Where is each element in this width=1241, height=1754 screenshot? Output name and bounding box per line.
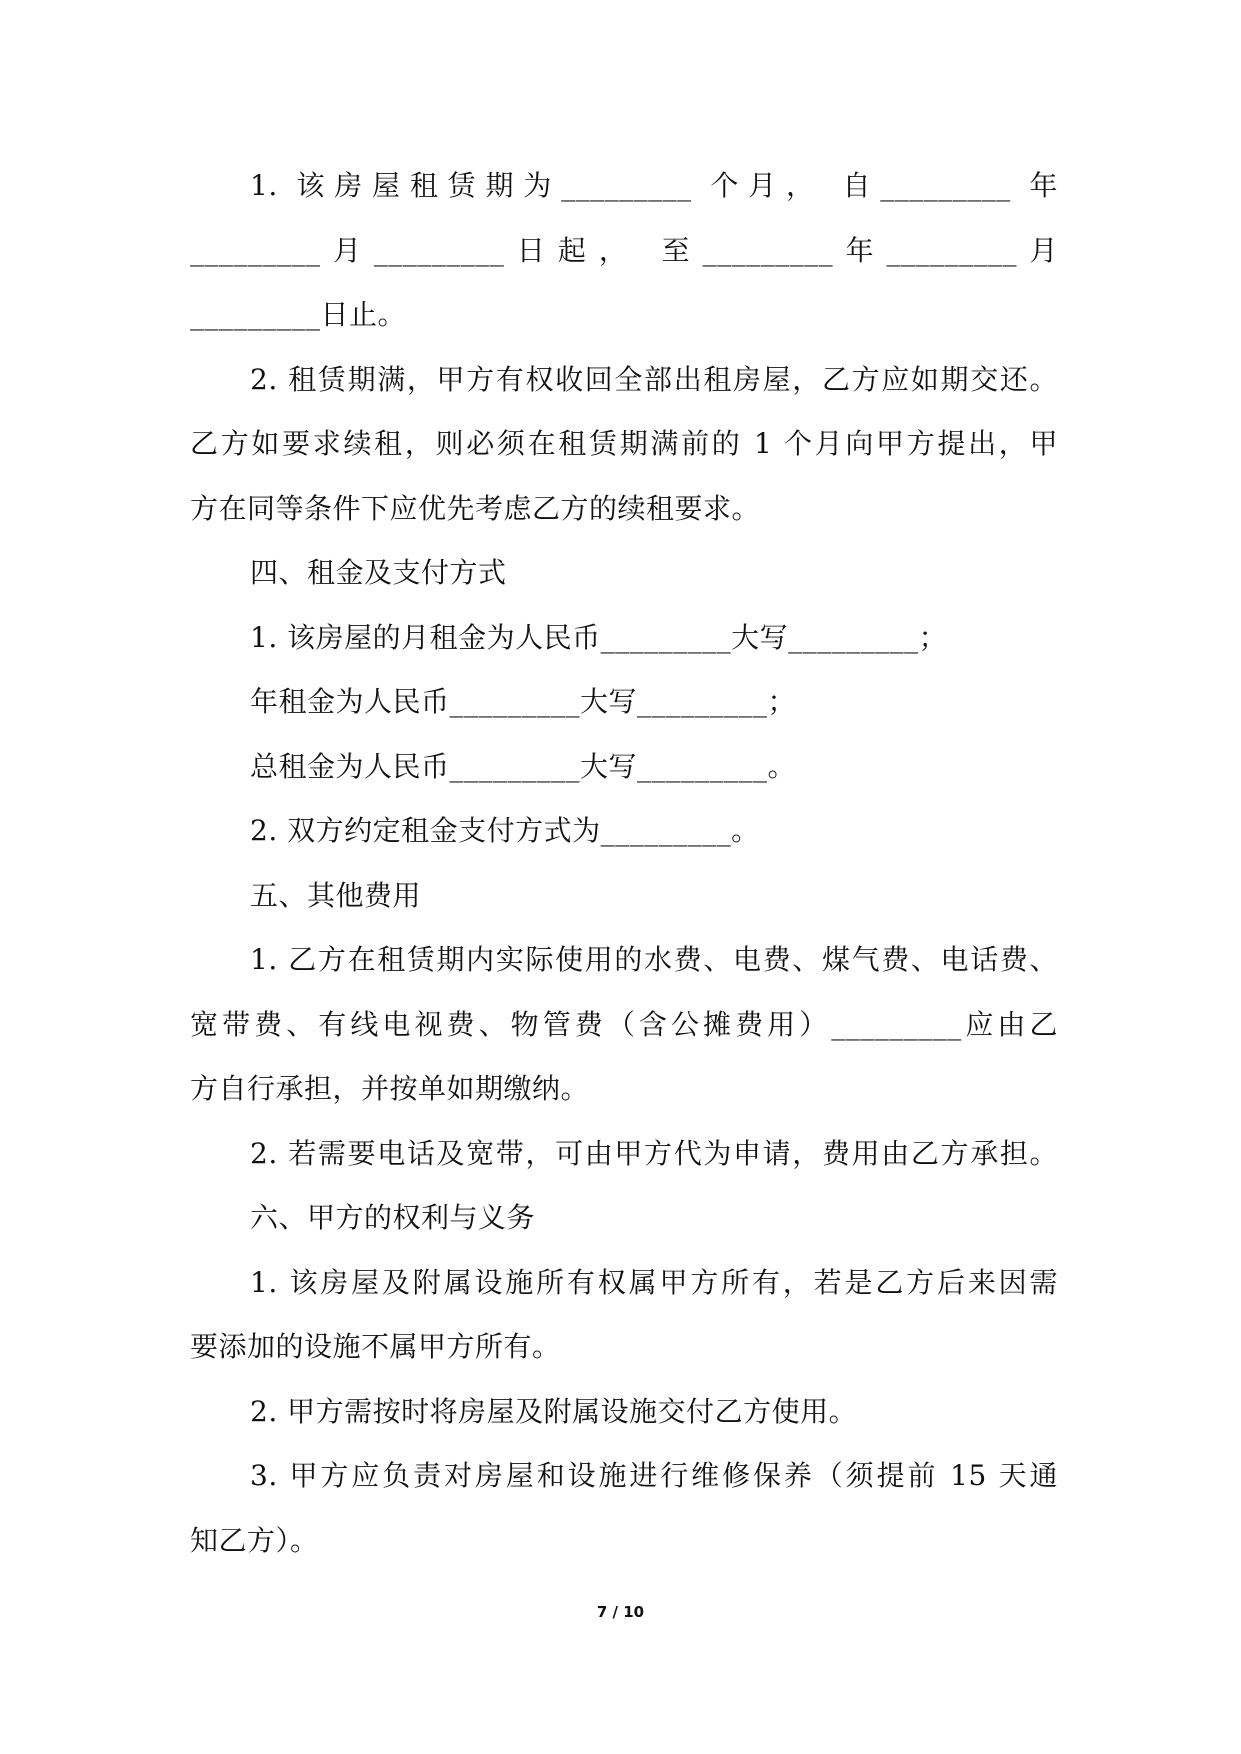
text-line: 知乙方）。	[190, 1523, 319, 1557]
text-line: 1. 该房屋及附属设施所有权属甲方所有，若是乙方后来因需	[250, 1265, 1058, 1299]
text-line: _________日止。	[190, 298, 407, 331]
text-line: 3. 甲方应负责对房屋和设施进行维修保养（须提前 15 天通	[250, 1459, 1058, 1492]
text-line: 1. 乙方在租赁期内实际使用的水费、电费、煤气费、电话费、	[250, 943, 1058, 976]
text-line: 年租金为人民币_________大写_________；	[250, 685, 797, 718]
document-body	[190, 154, 1058, 1573]
text-line: 方自行承担，并按单如期缴纳。	[190, 1072, 590, 1105]
text-line: 2. 若需要电话及宽带，可由甲方代为申请，费用由乙方承担。	[250, 1136, 1058, 1170]
text-line: 2. 甲方需按时将房屋及附属设施交付乙方使用。	[250, 1394, 858, 1428]
text-line: _________月_________日起， 至_________年_________月	[190, 233, 1058, 267]
text-line: 1. 该房屋租赁期为_________ 个月， 自_________ 年	[250, 169, 1058, 202]
text-line: 要添加的设施不属甲方所有。	[190, 1330, 561, 1363]
section-heading: 五、其他费用	[250, 878, 422, 912]
section-heading: 六、甲方的权利与义务	[250, 1201, 536, 1234]
text-line: 方在同等条件下应优先考虑乙方的续租要求。	[190, 491, 761, 525]
section-heading: 四、租金及支付方式	[250, 556, 507, 589]
text-line: 总租金为人民币_________大写_________。	[250, 749, 797, 783]
text-line: 2. 双方约定租金支付方式为_________。	[250, 814, 760, 847]
text-line: 1. 该房屋的月租金为人民币_________大写_________；	[250, 620, 948, 654]
text-line: 2. 租赁期满，甲方有权收回全部出租房屋，乙方应如期交还。	[250, 362, 1058, 396]
text-line: 乙方如要求续租，则必须在租赁期满前的 1 个月向甲方提出，甲	[190, 427, 1058, 460]
page-number: 7 / 10	[596, 1603, 645, 1621]
text-line: 宽带费、有线电视费、物管费（含公摊费用）_________应由乙	[190, 1007, 1058, 1041]
